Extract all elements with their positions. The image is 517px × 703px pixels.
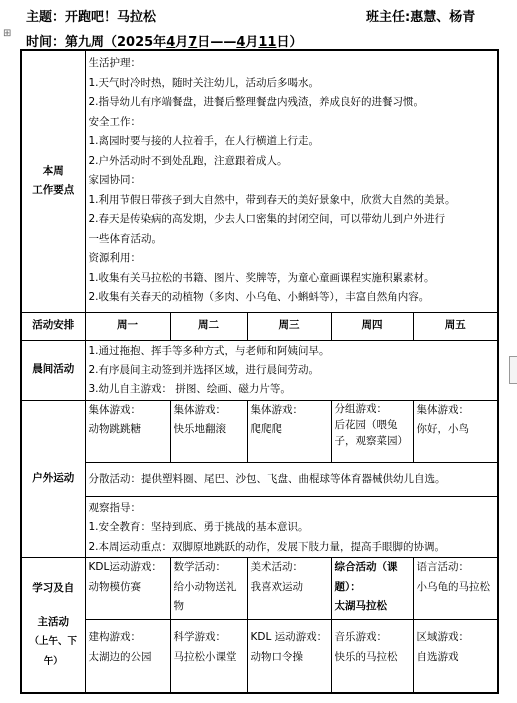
teacher-label: 班主任:: [366, 10, 411, 25]
learning-cell: 区域游戏： 自选游戏: [413, 620, 498, 693]
schedule-row: [21, 312, 498, 340]
day-header: 周一: [85, 312, 170, 340]
end-month: 4: [236, 35, 246, 50]
outdoor-label: 户外运动: [21, 400, 85, 558]
focus-line: 1.天气时冷时热，随时关注幼儿，活动后多喝水。: [88, 76, 320, 89]
morning-row: [21, 340, 498, 400]
focus-line: 安全工作：: [88, 115, 141, 128]
morning-line: 1.通过拖抱、挥手等多种方式，与老师和阿姨问早。: [88, 344, 330, 357]
learning-cell: 美术活动： 我喜欢运动: [247, 558, 331, 620]
focus-line: 家园协同：: [88, 174, 141, 186]
outdoor-scattered-row: [21, 462, 498, 496]
observation-line: 观察指导：: [88, 501, 141, 514]
day-header: 周四: [331, 312, 413, 340]
focus-line: 2.春天是传染病的高发期，少去人口密集的封闭空间，可以带幼儿到户外进行: [88, 213, 446, 225]
outdoor-game-cell: 集体游戏： 动物跳跳糖: [85, 400, 170, 462]
theme-heading: [26, 6, 156, 25]
focus-line: 1.离园时要与接的人拉着手，在人行横道上行走。: [88, 135, 320, 147]
end-day-char: 日: [276, 35, 290, 50]
theme-value: 开跑吧！马拉松: [65, 10, 157, 25]
outdoor-game-cell: 集体游戏： 爬爬爬: [247, 400, 331, 462]
focus-line: 2.户外活动时不到处乱跑，注意跟着成人。: [88, 154, 288, 167]
learning-cell: KDL 运动游戏： 动物口令操: [247, 620, 331, 693]
start-day: 7: [188, 35, 198, 50]
observation-line: 2.本周运动重点：双脚原地跳跃的动作，发展下肢力量，提高手眼脚的协调。: [88, 540, 446, 553]
focus-content: [85, 50, 498, 312]
start-month: 4: [166, 35, 176, 50]
outdoor-game-cell: 集体游戏： 你好，小鸟: [413, 400, 498, 462]
observation-line: 1.安全教育：坚持到底、勇于挑战的基本意识。: [88, 521, 309, 534]
theme-prefix: 主题：: [26, 10, 66, 25]
date-dash: ——: [210, 35, 237, 50]
morning-content: [85, 340, 498, 400]
learning-row-1: [21, 558, 498, 620]
focus-line: 资源利用：: [88, 252, 141, 264]
focus-line: 1.利用节假日带孩子到大自然中，带到春天的美好景象中，欣赏大自然的美景。: [88, 193, 456, 206]
outdoor-games-row: [21, 400, 498, 462]
learning-row-2: [21, 620, 498, 693]
end-day: 11: [258, 35, 277, 50]
focus-line: 生活护理：: [88, 57, 141, 69]
outdoor-observation-row: [21, 496, 498, 558]
learning-cell: 音乐游戏： 快乐的马拉松: [331, 620, 413, 693]
learning-cell: 语言活动： 小乌龟的马拉松: [413, 558, 498, 620]
page-side-tab[interactable]: [509, 356, 517, 384]
learning-label: 学习及自 主活动 （上午、下午）: [21, 558, 85, 693]
learning-cell: 建构游戏： 太湖边的公园: [85, 620, 170, 693]
focus-row: [21, 50, 498, 312]
day-header: 周二: [170, 312, 247, 340]
schedule-label: 活动安排: [21, 312, 85, 340]
learning-cell: 科学游戏： 马拉松小课堂: [170, 620, 247, 693]
outdoor-game-cell: 集体游戏： 快乐地翻滚: [170, 400, 247, 462]
teacher-value: 惠慧、杨青: [410, 10, 476, 25]
month-char-1: 月: [175, 35, 189, 50]
day-header: 周五: [413, 312, 498, 340]
outdoor-observation: [85, 496, 498, 558]
weekly-plan-table: [20, 49, 499, 694]
focus-line: 2.指导幼儿有序端餐盘，进餐后整理餐盘内残渣，养成良好的进餐习惯。: [88, 96, 425, 108]
learning-cell: KDL运动游戏： 动物模仿赛: [85, 558, 170, 620]
outdoor-scattered: 分散活动：提供塑料圈、尾巴、沙包、飞盘、曲棍球等体育器械供幼儿自选。: [85, 462, 498, 496]
focus-line: 2.收集有关春天的动植物（多肉、小乌龟、小蝌蚪等），丰富自然角内容。: [88, 291, 430, 303]
morning-line: 2.有序晨间主动签到并选择区域，进行晨间劳动。: [88, 363, 320, 376]
teacher-heading: [366, 6, 475, 25]
focus-line: 1.收集有关马拉松的书籍、图片、奖牌等，为童心童画课程实施积累素材。: [88, 271, 435, 284]
outdoor-game-cell: 分组游戏： 后花园（喂兔子，观察菜园）: [331, 400, 413, 462]
learning-cell: 数学活动： 给小动物送礼物: [170, 558, 247, 620]
focus-line: 一些体育活动。: [88, 232, 162, 245]
day-char-1: 日: [197, 35, 211, 50]
time-heading: 时间：第九周（2025年4月7日——4月11日）: [26, 35, 303, 50]
morning-line: 3.幼儿自主游戏： 拼图、绘画、磁力片等。: [88, 382, 291, 395]
learning-cell: 综合活动（课题）： 太湖马拉松: [331, 558, 413, 620]
morning-label: 晨间活动: [21, 340, 85, 400]
move-handle-icon[interactable]: ⊞: [3, 28, 12, 39]
focus-label: 本周 工作要点: [21, 50, 85, 312]
day-header: 周三: [247, 312, 331, 340]
time-label: 时间：第九周（2025年: [26, 35, 167, 50]
month-char-2: 月: [245, 35, 259, 50]
